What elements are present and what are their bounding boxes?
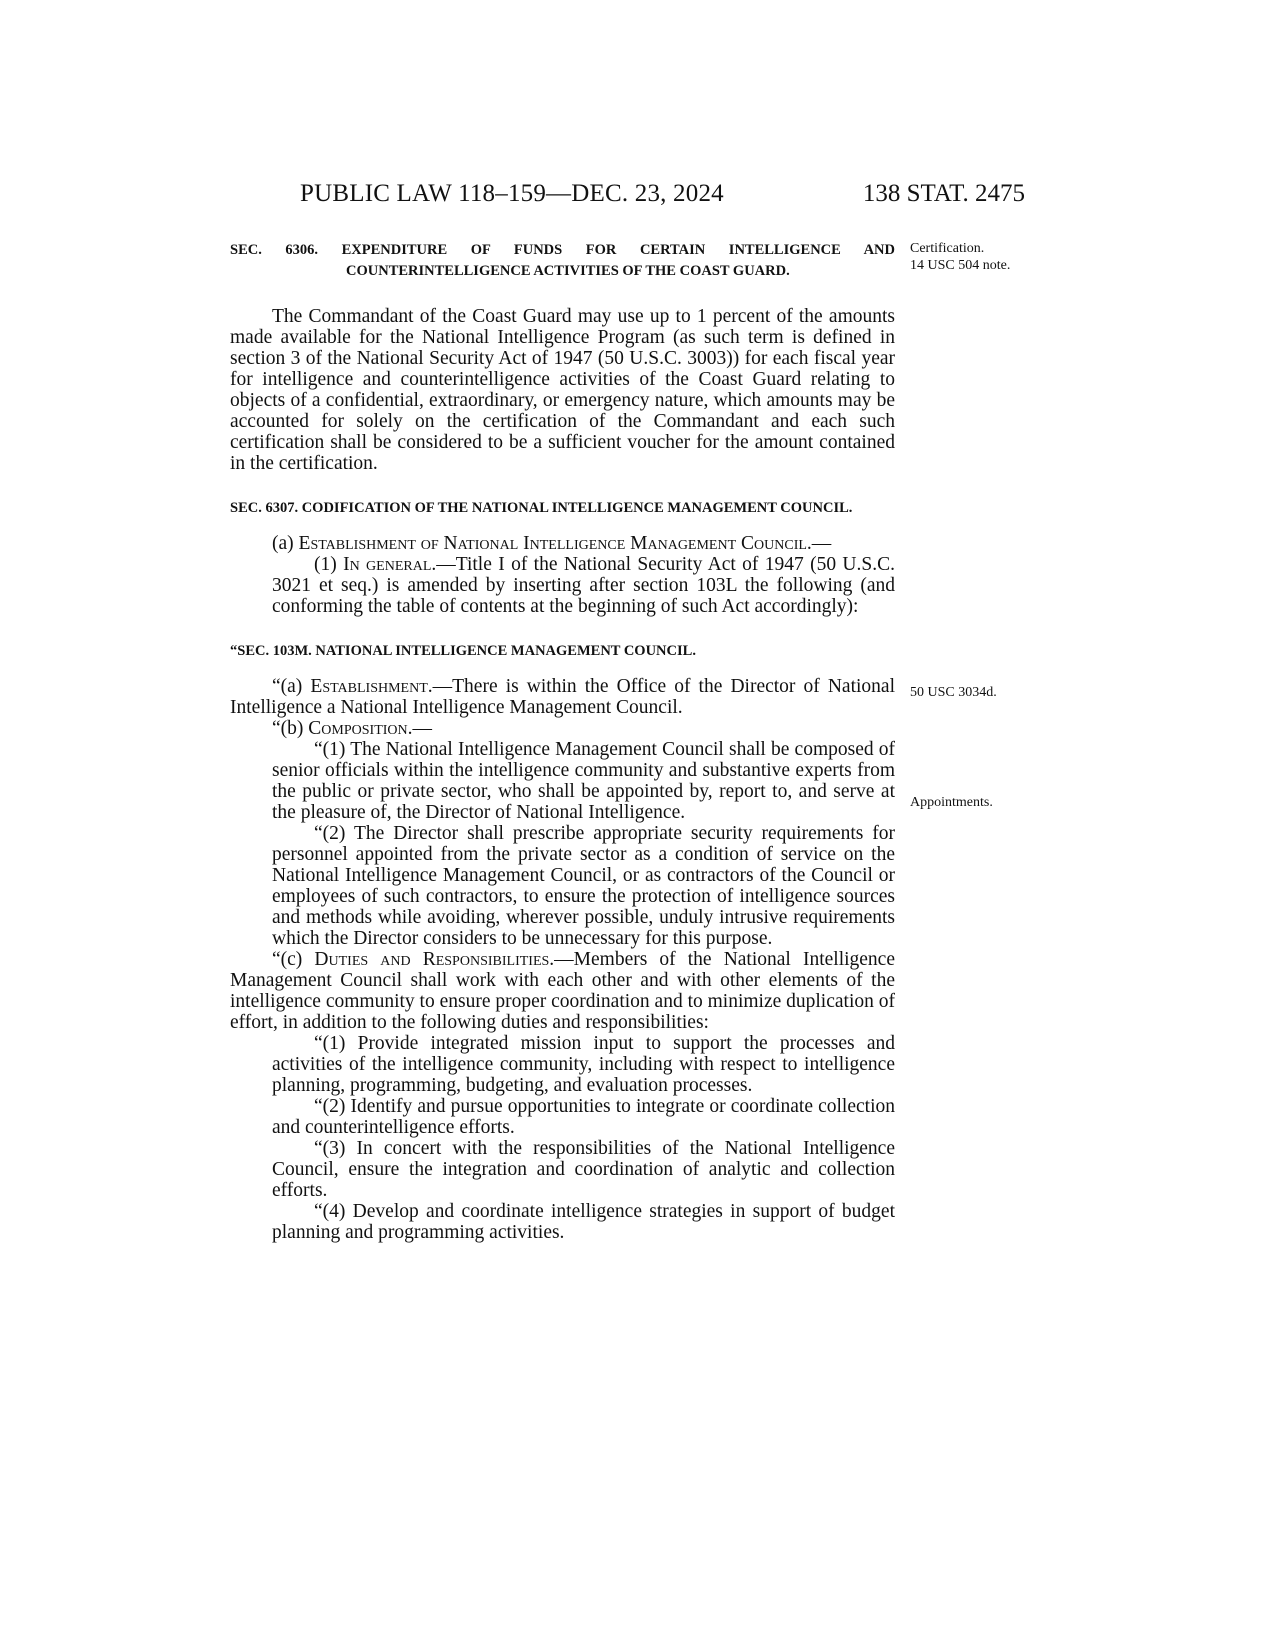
margin-note-usc-3034d: 50 USC 3034d. <box>910 685 997 700</box>
section-103m-a: “(a) Establishment.—There is within the Office of the Director of National Intelligence a National Intelligence Management Council. <box>230 676 895 718</box>
running-head-title: PUBLIC LAW 118–159—DEC. 23, 2024 <box>300 180 724 207</box>
margin-note-line: Certification. <box>910 241 985 256</box>
section-103m-c4: “(4) Develop and coordinate intelligence strategies in support of budget planning and programming activities. <box>272 1201 895 1243</box>
paragraph-a1: (1) In general.—Title I of the National Security Act of 1947 (50 U.S.C. 3021 et seq.) is amended by inserting after section 103L the following (and conforming the table of contents at the beginning of such Act accordingly): <box>272 554 895 617</box>
section-103m-b-heading: “(b) Composition.— <box>272 718 433 739</box>
page-body <box>230 240 895 1243</box>
margin-note-certification <box>910 240 1010 274</box>
page-number: 138 STAT. 2475 <box>862 180 1025 207</box>
margin-note-line: 14 USC 504 note. <box>910 258 1011 273</box>
subsection-a-heading: (a) Establishment of National Intelligence Management Council.— <box>272 533 832 554</box>
section-103m-heading: “SEC. 103M. NATIONAL INTELLIGENCE MANAGEMENT COUNCIL. <box>230 643 696 659</box>
section-6306-heading: SEC. 6306. EXPENDITURE OF FUNDS FOR CERTAIN INTELLIGENCE AND COUNTERINTELLIGENCE ACTIVITIES OF THE COAST GUARD. <box>230 242 895 279</box>
section-103m-c: “(c) Duties and Responsibilities.—Members of the National Intelligence Management Council shall work with each other and with other elements of the intelligence community to ensure proper coordination and to minimize duplication of effort, in addition to the following duties and responsibilities: <box>230 949 895 1033</box>
page-header <box>0 180 1275 220</box>
section-103m-b1: “(1) The National Intelligence Management Council shall be composed of senior officials within the intelligence community and substantive experts from the public or private sector, who shall be appointed by, report to, and serve at the pleasure of, the Director of National Intelligence. <box>272 739 895 823</box>
section-103m-c3: “(3) In concert with the responsibilities of the National Intelligence Council, ensure the integration and coordination of analytic and collection efforts. <box>272 1138 895 1201</box>
section-103m-c2: “(2) Identify and pursue opportunities to integrate or coordinate collection and counterintelligence efforts. <box>272 1096 895 1138</box>
section-6307-heading: SEC. 6307. CODIFICATION OF THE NATIONAL INTELLIGENCE MANAGEMENT COUNCIL. <box>230 500 853 516</box>
margin-note-appointments: Appointments. <box>910 795 993 810</box>
section-6306-text: The Commandant of the Coast Guard may use up to 1 percent of the amounts made available for the National Intelligence Program (as such term is defined in section 3 of the National Security Act of 1947 (50 U.S.C. 3003)) for each fiscal year for intelligence and counterintelligence activities of the Coast Guard relating to objects of a confidential, extraordinary, or emergency nature, which amounts may be accounted for solely on the certification of the Commandant and each such certification shall be considered to be a sufficient voucher for the amount contained in the certification. <box>230 306 895 474</box>
section-103m-c1: “(1) Provide integrated mission input to support the processes and activities of the intelligence community, including with respect to intelligence planning, programming, budgeting, and evaluation processes. <box>272 1033 895 1096</box>
section-103m-b2: “(2) The Director shall prescribe appropriate security requirements for personnel appointed from the private sector as a condition of service on the National Intelligence Management Council, or as contractors of the Council or employees of such contractors, to ensure the protection of intelligence sources and methods while avoiding, wherever possible, unduly intrusive requirements which the Director considers to be unnecessary for this purpose. <box>272 823 895 949</box>
